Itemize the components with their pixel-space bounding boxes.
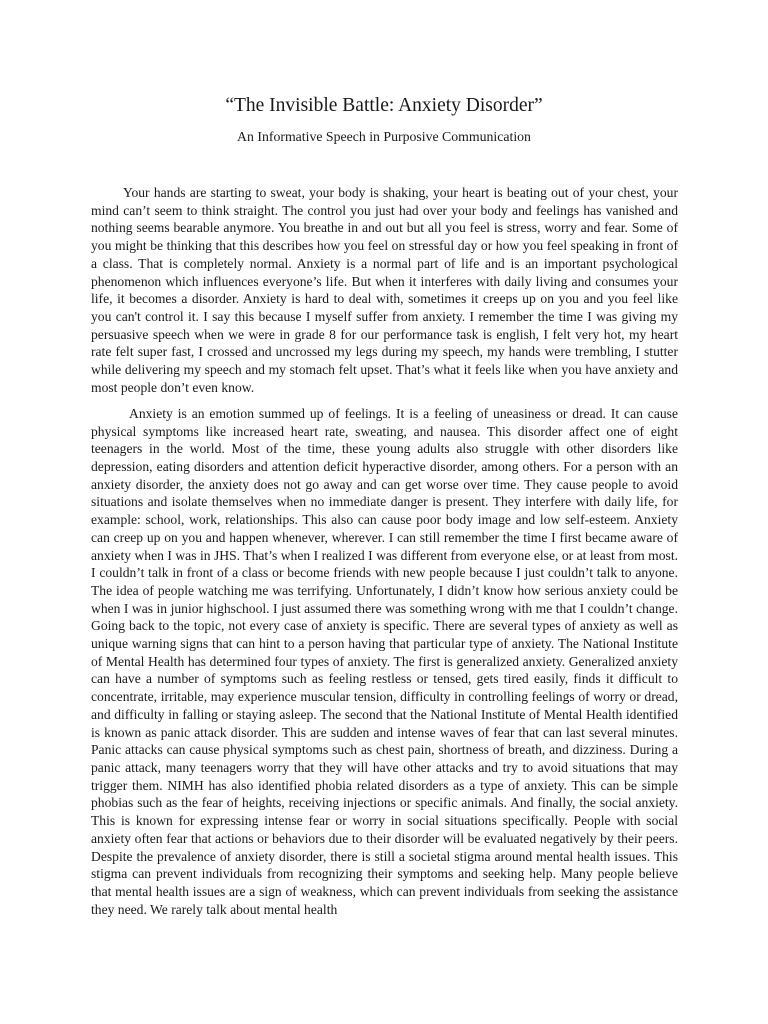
document-body <box>91 184 678 927</box>
paragraph: Your hands are starting to sweat, your body is shaking, your heart is beating out of your chest, your mind can’t seem to think straight. The control you just had over your body and feelings has vanished and nothing seems bearable anymore. You breathe in and out but all you feel is stress, worry and fear. Some of you might be thinking that this describes how you feel on stressful day or how you feel speaking in front of a class. That is completely normal. Anxiety is a normal part of life and is an important psychological phenomenon which influences everyone’s life. But when it interferes with daily living and consumes your life, it becomes a disorder. Anxiety is hard to deal with, sometimes it creeps up on you and you feel like you can't control it. I say this because I myself suffer from anxiety. I remember the time I was giving my persuasive speech when we were in grade 8 for our performance task is english, I felt very hot, my heart rate felt super fast, I crossed and uncrossed my legs during my speech, my hands were trembling, I stutter while delivering my speech and my stomach felt upset. That’s what it feels like when you have anxiety and most people don’t even know. <box>91 185 678 395</box>
paragraph: Anxiety is an emotion summed up of feelings. It is a feeling of uneasiness or dread. It can cause physical symptoms like increased heart rate, sweating, and nausea. This disorder affect one of eight teenagers in the world. Most of the time, these young adults also struggle with other disorders like depression, eating disorders and attention deficit hyperactive disorder, among others. For a person with an anxiety disorder, the anxiety does not go away and can get worse over time. They cause people to avoid situations and isolate themselves when no immediate danger is present. They interfere with daily life, for example: school, work, relationships. This also can cause poor body image and low self-esteem. Anxiety can creep up on you and happen whenever, wherever. I can still remember the time I first became aware of anxiety when I was in JHS. That’s when I realized I was different from everyone else, or at least from most. I couldn’t talk in front of a class or become friends with new people because I just couldn’t talk to anyone. The idea of people watching me was terrifying. Unfortunately, I didn’t know how serious anxiety could be when I was in junior highschool. I just assumed there was something wrong with me that I couldn’t change. Going back to the topic, not every case of anxiety is specific. There are several types of anxiety as well as unique warning signs that can hint to a person having that particular type of anxiety. The National Institute of Mental Health has determined four types of anxiety. The first is generalized anxiety. Generalized anxiety can have a number of symptoms such as feeling restless or tensed, gets tired easily, finds it difficult to concentrate, irritable, may experience muscular tension, difficulty in controlling feelings of worry or dread, and difficulty in falling or staying asleep. The second that the National Institute of Mental Health identified is known as panic attack disorder. This are sudden and intense waves of fear that can last several minutes. Panic attacks can cause physical symptoms such as chest pain, shortness of breath, and dizziness. During a panic attack, many teenagers worry that they will have other attacks and try to avoid situations that may trigger them. NIMH has also identified phobia related disorders as a type of anxiety. This can be simple phobias such as the fear of heights, receiving injections or specific animals. And finally, the social anxiety. This is known for expressing intense fear or worry in social situations specifically. People with social anxiety often fear that actions or behaviors due to their disorder will be evaluated negatively by their peers. Despite the prevalence of anxiety disorder, there is still a societal stigma around mental health issues. This stigma can prevent individuals from recognizing their symptoms and seeking help. Many people believe that mental health issues are a sign of weakness, which can prevent individuals from seeking the assistance they need. We rarely talk about mental health <box>91 405 678 917</box>
document-subtitle: An Informative Speech in Purposive Communication <box>237 129 531 144</box>
document-title: “The Invisible Battle: Anxiety Disorder” <box>225 95 543 116</box>
